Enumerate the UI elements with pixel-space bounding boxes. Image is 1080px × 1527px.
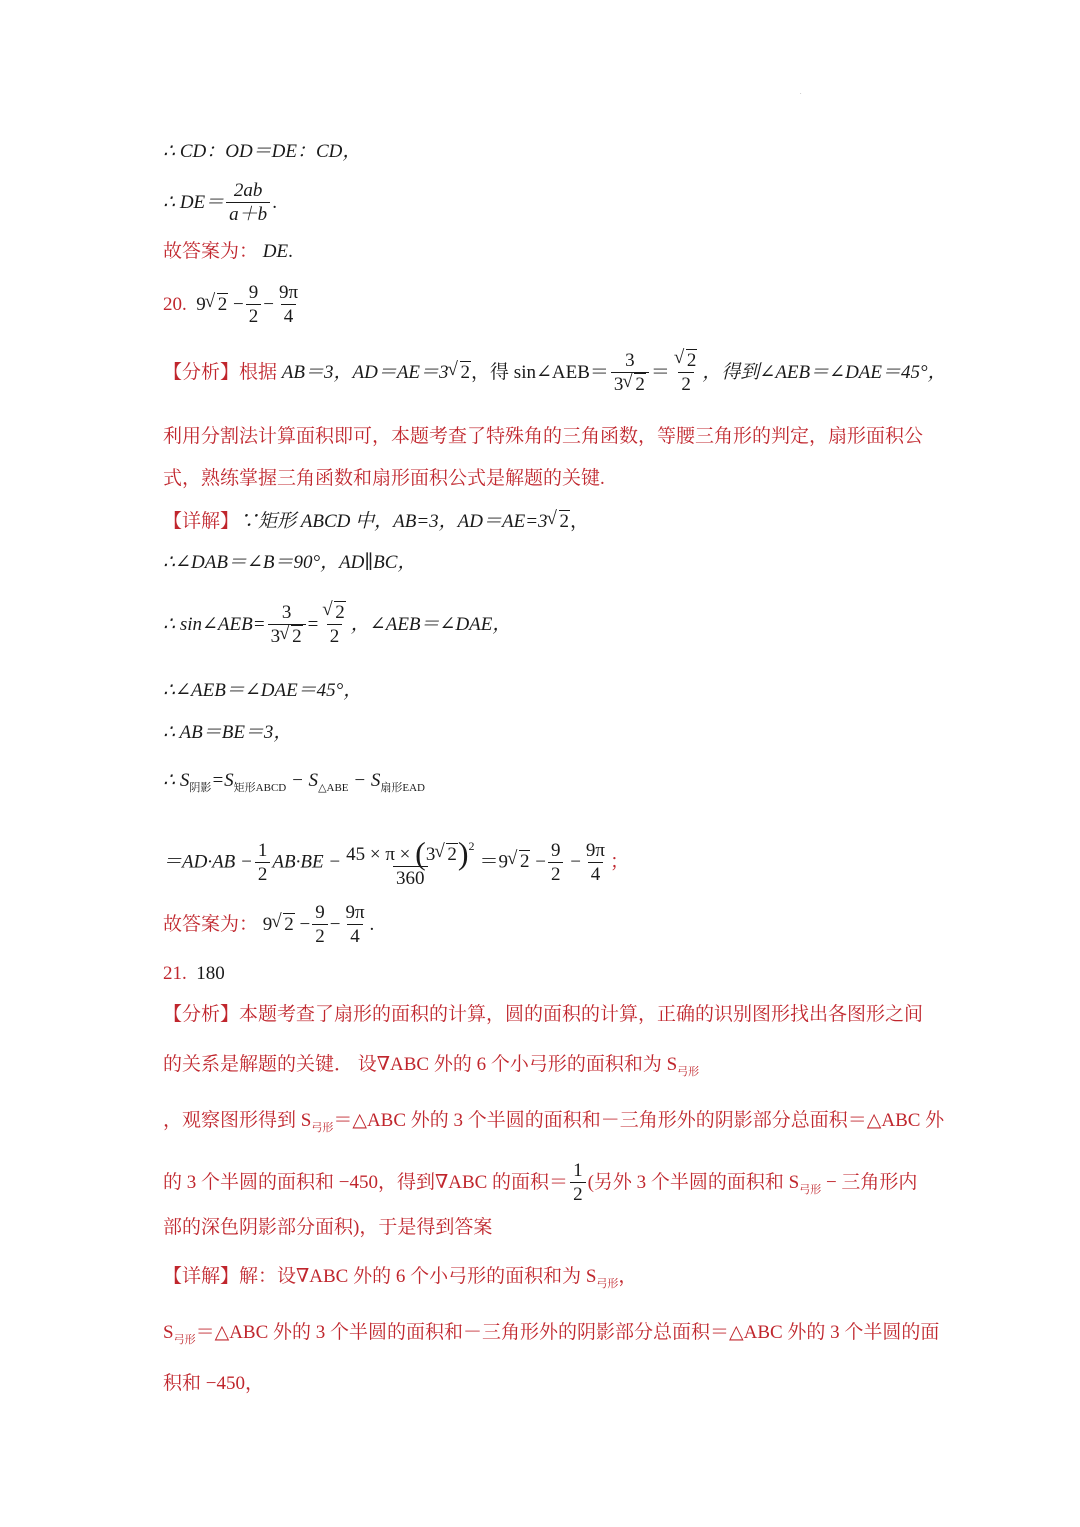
detail-sin-fraction: $\frac{3}{3√ 2}$ (268, 602, 306, 649)
sector-fraction: $\frac{45 \times \pi \times (3√ 2)^2}{360}$ (343, 835, 477, 891)
answer-value: DE (262, 241, 289, 262)
line-cd-od (163, 139, 920, 165)
answer-suffix: . (288, 241, 293, 262)
detail-angle-eq: ，∠AEB＝∠DAE， (350, 613, 512, 635)
proportion-text: ∴ CD：OD＝DE：CD， (163, 141, 362, 162)
question-number: 21. (163, 963, 187, 984)
question-21-header (163, 961, 920, 987)
detail-tag: 【详解】 (163, 511, 240, 532)
de-prefix: ∴ DE＝ (163, 191, 225, 213)
q20-detail-area-eq: ∴ $S_{阴影}=S_{矩形ABCD} - S_{\triangle ABE} - S_{扇形EAD}$ (163, 770, 425, 794)
q20-analysis-line-3: 式，熟练掌握三角函数和扇形面积公式是解题的关键. (163, 468, 605, 489)
q21-answer: 180 (196, 963, 225, 984)
detail-tag: 【详解】 (163, 1266, 240, 1287)
q20-detail-line-4: ∴∠AEB＝∠DAE＝45°， (163, 680, 363, 701)
de-numerator: 2ab (233, 180, 263, 201)
detail-given: ∵矩形 ABCD 中，AB=3，AD＝AE=3 (239, 511, 548, 532)
q20-detail-line-5: ∴ AB＝BE＝3， (163, 722, 293, 743)
answer-line-19 (163, 239, 920, 265)
q20-analysis-line-2: 利用分割法计算面积即可，本题考查了特殊角的三角函数，等腰三角形的判定，扇形面积公 (163, 426, 924, 447)
sqrt-expression: √ 2 (549, 509, 571, 535)
q20-frac-1: $\frac{9}{2}$ (246, 282, 262, 329)
analysis-tag: 【分析】 (163, 361, 240, 383)
sqrt-expression: √ 2 (450, 360, 472, 386)
answer-line-20: 故答案为： 9√ 2 − $\frac{9}{2}$ − $\frac{9\pi}{4}$ . (163, 902, 920, 949)
q21-analysis-line-2: 的关系是解题的关键． 设∇ABC 外的 6 个小弓形的面积和为 $S_{弓形}$ (163, 1054, 700, 1078)
de-suffix: . (272, 191, 277, 213)
answer-label: 故答案为： (163, 241, 259, 262)
sin-fraction: $\frac{3}{3√ 2}$ (611, 350, 649, 397)
de-denominator: a＋b (226, 202, 270, 227)
q21-detail-line-2: $S_{弓形}=\triangle ABC$ 外的 3 个半圆的面积和－三角形外的阴影部分总面积＝△ABC 外的 3 个半圆的面 (163, 1322, 940, 1346)
answer-label: 故答案为： (163, 913, 259, 935)
q20-coef: 9 (196, 293, 206, 315)
half-fraction: $\frac{1}{2}$ (255, 840, 271, 887)
analysis-given: AB＝3，AD＝AE＝3 (281, 361, 449, 383)
sin-value-fraction: √ $\frac{2}{2}$ (672, 350, 701, 397)
detail-sin: ∴ sin∠AEB= (163, 613, 266, 635)
detail-sin-value: √ $\frac{2}{2}$ (320, 602, 349, 649)
q20-detail-line-1: 【详解】∵矩形 ABCD 中，AB=3，AD＝AE=3√ 2， (163, 509, 920, 535)
analysis-text: 根据 (239, 361, 278, 383)
q21-analysis-line-4: 的 3 个半圆的面积和 −450，得到∇ABC 的面积＝ $\frac{1}{2}$ (另外 3 个半圆的面积和 $S_{弓形}$ − 三角形内 (163, 1160, 918, 1205)
analysis-tag: 【分析】 (163, 1004, 240, 1025)
question-20-header: 20. 9√ 2 − $\frac{9}{2}$ − $\frac{9\pi}{4}$ (163, 282, 920, 329)
analysis-sin: ，得 sin∠AEB＝ (471, 361, 609, 383)
corner-mark: . (800, 90, 802, 96)
line-de-formula (163, 180, 920, 227)
q20-detail-line-3: ∴ sin∠AEB= $\frac{3}{3√ 2}$ = √ $\frac{2}{2}$ ，∠AEB＝∠DAE， (163, 602, 920, 649)
q20-analysis-line-1: 【分析】根据 AB＝3，AD＝AE＝3√ 2，得 sin∠AEB＝ $\frac{3}{3√ 2}$ ＝ √ $\frac{2}{2}$ ，得到∠AEB＝∠DAE＝45°， (163, 350, 920, 397)
q21-analysis-line-1: 【分析】本题考查了扇形的面积的计算，圆的面积的计算，正确的识别图形找出各图形之间 (163, 1004, 924, 1025)
analysis-conclusion: ，得到∠AEB＝∠DAE＝45°， (702, 361, 947, 383)
q20-frac-2: $\frac{9\pi}{4}$ (278, 282, 299, 327)
sqrt-expression: √ 2 (207, 292, 229, 318)
q20-detail-area-calc: ＝AD·AB − $\frac{1}{2}$ AB·BE − $\frac{45 \times \pi \times (3√ 2)^2}{360}$ ＝9√ 2 − $\frac{9}{2}$ − $\frac{9\pi}{4}$ ； (163, 835, 920, 891)
q21-analysis-line-3: ，观察图形得到 $S_{弓形}=\triangle ABC$ 外的 3 个半圆的面积和－三角形外的阴影部分总面积＝△ABC 外 (163, 1110, 945, 1134)
q21-detail-line-1: 【详解】解：设∇ABC 外的 6 个小弓形的面积和为 $S_{弓形}$， (163, 1266, 638, 1290)
q21-analysis-line-5: 部的深色阴影部分面积)，于是得到答案 (163, 1217, 493, 1238)
q21-detail-line-3: 积和 −450， (163, 1373, 264, 1394)
question-number: 20. (163, 293, 187, 315)
q20-detail-line-2: ∴∠DAB＝∠B＝90°，AD∥BC， (163, 552, 417, 573)
de-fraction (226, 180, 270, 227)
